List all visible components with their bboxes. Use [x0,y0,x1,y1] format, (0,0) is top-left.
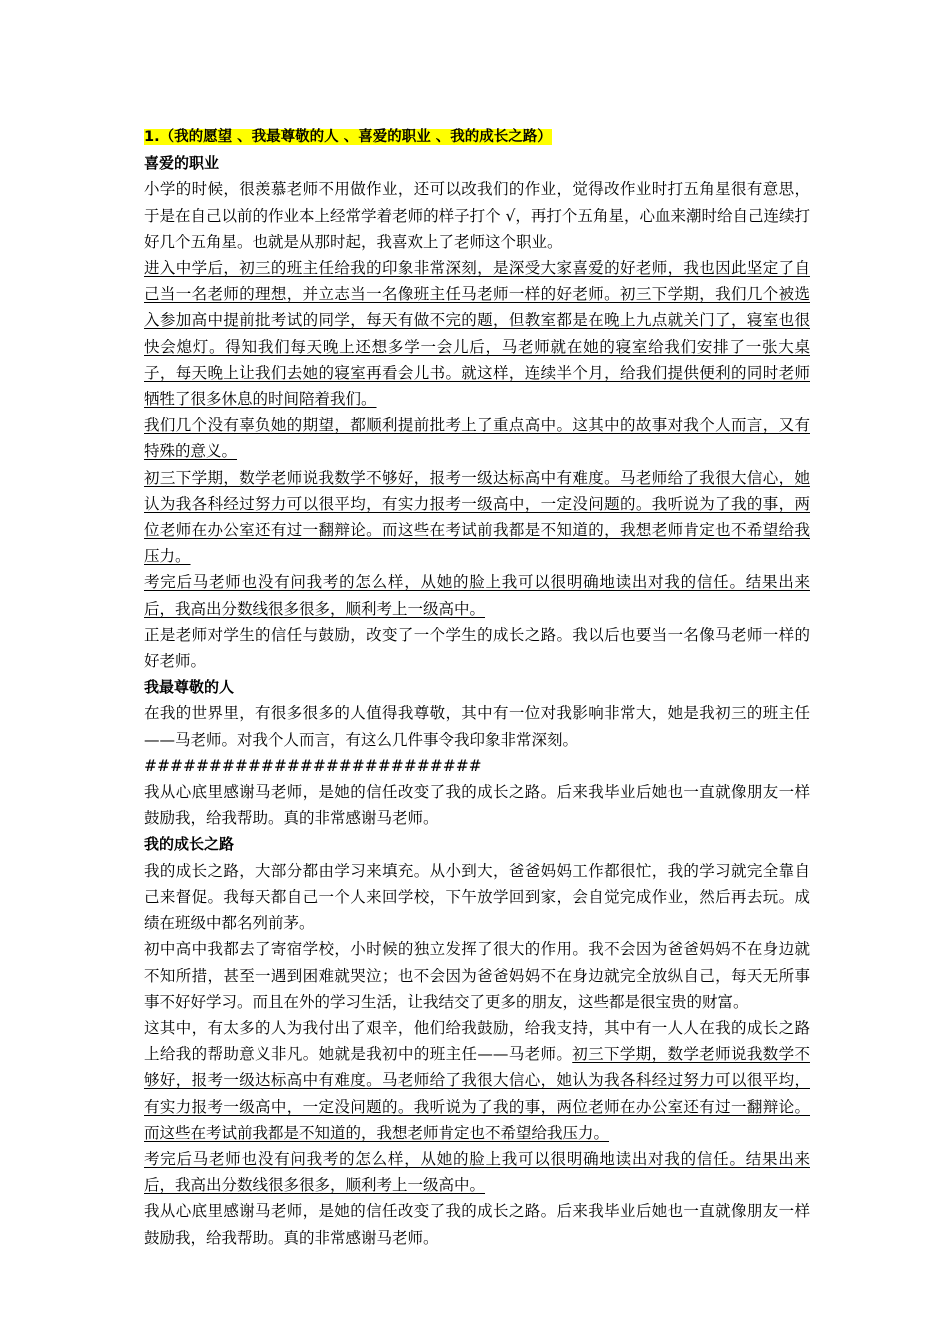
paragraph: 初中高中我都去了寄宿学校，小时候的独立发挥了很大的作用。我不会因为爸爸妈妈不在身边就不知所措，甚至一遇到困难就哭泣；也不会因为爸爸妈妈不在身边就完全放纵自己，每天无所事事不好好学习。而且在外的学习生活，让我结交了更多的朋友，这些都是很宝贵的财富。 [144,940,810,1011]
paragraph: 我的成长之路，大部分都由学习来填充。从小到大，爸爸妈妈工作都很忙，我的学习就完全靠自己来督促。我每天都自己一个人来回学校，下午放学回到家，会自觉完成作业，然后再去玩。成绩在班级中都名列前茅。 [144,861,810,933]
paragraph-mixed: 这其中，有太多的人为我付出了艰辛，他们给我鼓励，给我支持，其中有一人人在我的成长之路上给我的帮助意义非凡。她就是我初中的班主任——马老师。初三下学期，数学老师说我数学不够好，报考一级达标高中有难度。马老师给了我很大信心，她认为我各科经过努力可以很平均，有实力报考一级高中，一定没问题的。我听说为了我的事，两位老师在办公室还有过一翻辩论。而这些在考试前我都是不知道的，我想老师肯定也不希望给我压力。 [144,1018,810,1142]
paragraph: 在我的世界里，有很多很多的人值得我尊敬，其中有一位对我影响非常大，她是我初三的班主任——马老师。对我个人而言，有这么几件事令我印象非常深刻。 [144,704,810,749]
paragraph: 我从心底里感谢马老师，是她的信任改变了我的成长之路。后来我毕业后她也一直就像朋友一样鼓励我，给我帮助。真的非常感谢马老师。 [144,1202,810,1247]
placeholder-line: ########################## [144,756,482,775]
paragraph-underlined: 初三下学期，数学老师说我数学不够好，报考一级达标高中有难度。马老师给了我很大信心，她认为我各科经过努力可以很平均，有实力报考一级高中，一定没问题的。我听说为了我的事，两位老师在办公室还有过一翻辩论。而这些在考试前我都是不知道的，我想老师肯定也不希望给我压力。 [144,468,810,566]
heading-respected: 我最尊敬的人 [144,678,235,697]
paragraph-underlined: 考完后马老师也没有问我考的怎么样，从她的脸上我可以很明确地读出对我的信任。结果出来后，我高出分数线很多很多，顺利考上一级高中。 [144,1149,810,1195]
paragraph: 正是老师对学生的信任与鼓励，改变了一个学生的成长之路。我以后也要当一名像马老师一样的好老师。 [144,625,810,671]
title-highlight: 1.（我的愿望 、我最尊敬的人 、喜爱的职业 、我的成长之路） [144,129,552,145]
paragraph: 我从心底里感谢马老师，是她的信任改变了我的成长之路。后来我毕业后她也一直就像朋友一样鼓励我，给我帮助。真的非常感谢马老师。 [144,783,810,828]
paragraph-underlined: 进入中学后，初三的班主任给我的印象非常深刻，是深受大家喜爱的好老师，我也因此坚定了自己当一名老师的理想，并立志当一名像班主任马老师一样的好老师。初三下学期，我们几个被选入参加高中提前批考试的同学，每天有做不完的题，但教室都是在晚上九点就关门了，寝室也很快会熄灯。得知我们每天晚上还想多学一会儿后，马老师就在她的寝室给我们安排了一张大桌子，每天晚上让我们去她的寝室再看会儿书。就这样，连续半个月，给我们提供便利的同时老师牺牲了很多休息的时间陪着我们。 [144,259,810,409]
paragraph-underlined: 我们几个没有辜负她的期望，都顺利提前批考上了重点高中。这其中的故事对我个人而言，又有特殊的意义。 [144,416,810,461]
document-title [144,124,810,150]
heading-career: 喜爱的职业 [144,154,220,173]
paragraph: 小学的时候，很羡慕老师不用做作业，还可以改我们的作业，觉得改作业时打五角星很有意思，于是在自己以前的作业本上经常学着老师的样子打个 √，再打个五角星，心血来潮时给自己连续打好几个五角星。也就是从那时起，我喜欢上了老师这个职业。 [144,180,810,251]
paragraph-underlined: 考完后马老师也没有问我考的怎么样，从她的脸上我可以很明确地读出对我的信任。结果出来后，我高出分数线很多很多，顺利考上一级高中。 [144,573,810,618]
heading-growth: 我的成长之路 [144,835,235,854]
